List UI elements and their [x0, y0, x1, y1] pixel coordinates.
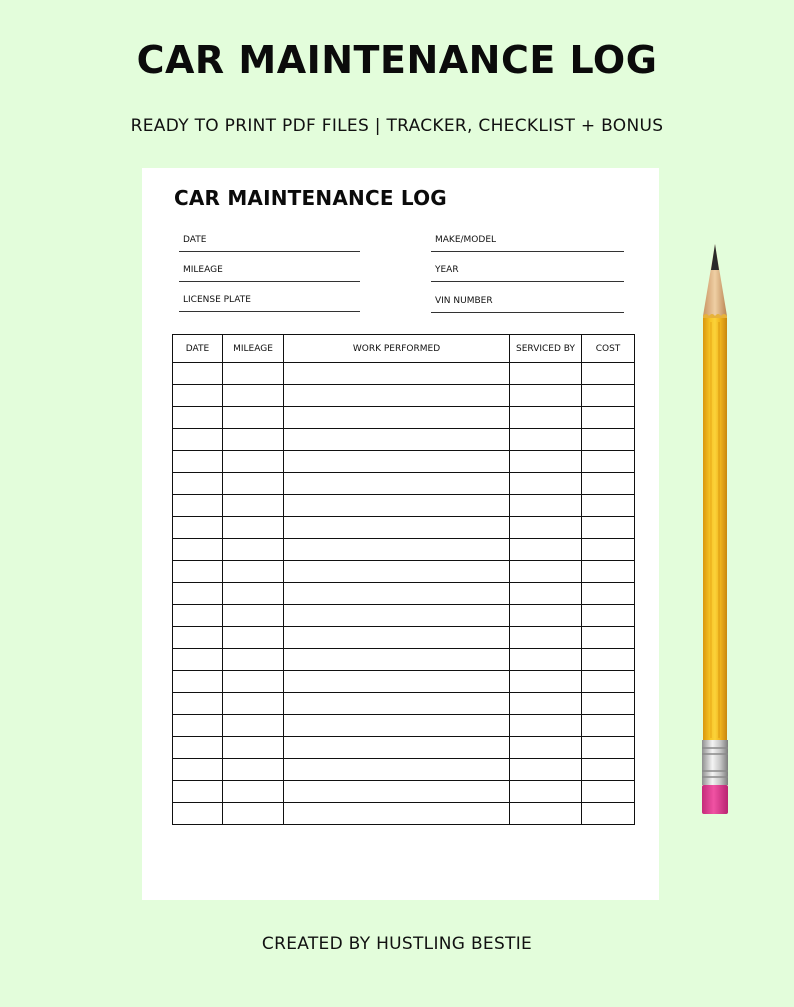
table-cell[interactable]: [510, 627, 582, 649]
table-cell[interactable]: [582, 473, 635, 495]
field-make-model-label: MAKE/MODEL: [435, 235, 497, 245]
table-cell[interactable]: [223, 495, 284, 517]
table-cell[interactable]: [223, 605, 284, 627]
table-cell[interactable]: [223, 627, 284, 649]
table-cell[interactable]: [510, 583, 582, 605]
table-cell[interactable]: [582, 715, 635, 737]
table-row: [173, 407, 635, 429]
table-cell[interactable]: [223, 407, 284, 429]
table-cell[interactable]: [510, 759, 582, 781]
table-cell[interactable]: [284, 649, 510, 671]
table-cell[interactable]: [284, 429, 510, 451]
table-cell[interactable]: [510, 561, 582, 583]
maintenance-table: [172, 334, 635, 825]
column-header-serviced-by: SERVICED BY: [510, 335, 582, 363]
table-row: [173, 495, 635, 517]
table-cell[interactable]: [582, 539, 635, 561]
table-cell[interactable]: [284, 803, 510, 825]
table-cell[interactable]: [173, 759, 223, 781]
table-row: [173, 693, 635, 715]
table-cell[interactable]: [284, 561, 510, 583]
table-cell[interactable]: [223, 429, 284, 451]
table-cell[interactable]: [173, 539, 223, 561]
table-cell[interactable]: [582, 429, 635, 451]
table-cell[interactable]: [582, 693, 635, 715]
table-cell[interactable]: [173, 385, 223, 407]
table-cell[interactable]: [223, 583, 284, 605]
table-cell[interactable]: [510, 495, 582, 517]
log-sheet: [142, 168, 659, 900]
table-cell[interactable]: [173, 737, 223, 759]
table-cell[interactable]: [284, 385, 510, 407]
table-cell[interactable]: [223, 539, 284, 561]
table-cell[interactable]: [223, 363, 284, 385]
table-cell[interactable]: [510, 781, 582, 803]
table-row: [173, 583, 635, 605]
pencil-icon: [690, 238, 740, 818]
table-cell[interactable]: [173, 583, 223, 605]
table-row: [173, 803, 635, 825]
field-date-label: DATE: [183, 235, 207, 245]
table-cell[interactable]: [223, 759, 284, 781]
table-cell[interactable]: [582, 517, 635, 539]
table-row: [173, 627, 635, 649]
table-cell[interactable]: [223, 451, 284, 473]
table-cell[interactable]: [173, 517, 223, 539]
banner-title: CAR MAINTENANCE LOG: [136, 38, 658, 82]
table-row: [173, 759, 635, 781]
table-cell[interactable]: [582, 495, 635, 517]
field-mileage-label: MILEAGE: [183, 265, 223, 275]
table-row: [173, 781, 635, 803]
field-vin-number[interactable]: [431, 292, 624, 313]
table-row: [173, 561, 635, 583]
banner-subtitle: READY TO PRINT PDF FILES | TRACKER, CHECKLIST + BONUS: [130, 116, 664, 136]
table-cell[interactable]: [510, 715, 582, 737]
table-cell[interactable]: [582, 363, 635, 385]
field-year-label: YEAR: [435, 265, 459, 275]
table-cell[interactable]: [582, 781, 635, 803]
table-cell[interactable]: [510, 649, 582, 671]
table-cell[interactable]: [223, 561, 284, 583]
table-cell[interactable]: [582, 737, 635, 759]
table-row: [173, 737, 635, 759]
table-cell[interactable]: [284, 671, 510, 693]
table-cell[interactable]: [510, 693, 582, 715]
table-row: [173, 539, 635, 561]
table-cell[interactable]: [510, 539, 582, 561]
field-mileage[interactable]: [179, 261, 360, 282]
field-license-plate[interactable]: [179, 291, 360, 312]
table-cell[interactable]: [173, 407, 223, 429]
table-cell[interactable]: [510, 737, 582, 759]
table-row: [173, 517, 635, 539]
field-license-plate-label: LICENSE PLATE: [183, 295, 251, 305]
table-cell[interactable]: [582, 627, 635, 649]
field-vin-number-label: VIN NUMBER: [435, 296, 493, 306]
table-cell[interactable]: [284, 539, 510, 561]
table-cell[interactable]: [173, 627, 223, 649]
table-cell[interactable]: [284, 583, 510, 605]
field-make-model[interactable]: [431, 231, 624, 252]
table-row: [173, 649, 635, 671]
column-header-date: DATE: [173, 335, 223, 363]
table-cell[interactable]: [284, 781, 510, 803]
table-cell[interactable]: [510, 385, 582, 407]
column-header-mileage: MILEAGE: [223, 335, 284, 363]
table-cell[interactable]: [173, 473, 223, 495]
table-cell[interactable]: [284, 737, 510, 759]
footer-credit: CREATED BY HUSTLING BESTIE: [261, 934, 533, 954]
table-cell[interactable]: [284, 605, 510, 627]
table-cell[interactable]: [582, 671, 635, 693]
table-row: [173, 385, 635, 407]
table-cell[interactable]: [223, 715, 284, 737]
table-cell[interactable]: [284, 693, 510, 715]
table-cell[interactable]: [510, 363, 582, 385]
column-header-cost: COST: [582, 335, 635, 363]
table-row: [173, 715, 635, 737]
table-cell[interactable]: [223, 737, 284, 759]
table-cell[interactable]: [223, 517, 284, 539]
table-cell[interactable]: [582, 583, 635, 605]
field-date[interactable]: [179, 231, 360, 252]
table-cell[interactable]: [173, 495, 223, 517]
table-cell[interactable]: [173, 693, 223, 715]
table-cell[interactable]: [173, 605, 223, 627]
table-cell[interactable]: [223, 649, 284, 671]
table-cell[interactable]: [173, 561, 223, 583]
table-header-row: [173, 335, 635, 363]
table-cell[interactable]: [510, 671, 582, 693]
table-cell[interactable]: [510, 473, 582, 495]
table-cell[interactable]: [223, 671, 284, 693]
table-cell[interactable]: [284, 407, 510, 429]
table-cell[interactable]: [582, 561, 635, 583]
table-cell[interactable]: [582, 803, 635, 825]
table-cell[interactable]: [582, 407, 635, 429]
table-cell[interactable]: [223, 781, 284, 803]
table-cell[interactable]: [173, 429, 223, 451]
table-cell[interactable]: [284, 451, 510, 473]
table-cell[interactable]: [173, 649, 223, 671]
table-cell[interactable]: [582, 385, 635, 407]
table-cell[interactable]: [510, 407, 582, 429]
table-cell[interactable]: [582, 605, 635, 627]
table-cell[interactable]: [510, 605, 582, 627]
table-cell[interactable]: [284, 473, 510, 495]
table-row: [173, 671, 635, 693]
table-cell[interactable]: [173, 803, 223, 825]
table-row: [173, 451, 635, 473]
table-cell[interactable]: [173, 451, 223, 473]
table-cell[interactable]: [223, 385, 284, 407]
table-cell[interactable]: [223, 473, 284, 495]
table-cell[interactable]: [582, 451, 635, 473]
table-cell[interactable]: [223, 803, 284, 825]
table-cell[interactable]: [582, 759, 635, 781]
table-cell[interactable]: [510, 517, 582, 539]
table-cell[interactable]: [173, 363, 223, 385]
table-cell[interactable]: [284, 495, 510, 517]
table-row: [173, 429, 635, 451]
table-cell[interactable]: [284, 363, 510, 385]
table-cell[interactable]: [284, 759, 510, 781]
table-cell[interactable]: [284, 627, 510, 649]
table-cell[interactable]: [173, 671, 223, 693]
table-row: [173, 605, 635, 627]
table-row: [173, 363, 635, 385]
table-cell[interactable]: [284, 715, 510, 737]
table-cell[interactable]: [510, 803, 582, 825]
table-cell[interactable]: [582, 649, 635, 671]
table-cell[interactable]: [223, 693, 284, 715]
column-header-work-performed: WORK PERFORMED: [284, 335, 510, 363]
table-row: [173, 473, 635, 495]
table-cell[interactable]: [284, 517, 510, 539]
sheet-title: CAR MAINTENANCE LOG: [174, 186, 447, 210]
table-cell[interactable]: [173, 781, 223, 803]
table-cell[interactable]: [510, 429, 582, 451]
table-cell[interactable]: [510, 451, 582, 473]
field-year[interactable]: [431, 261, 624, 282]
table-cell[interactable]: [173, 715, 223, 737]
